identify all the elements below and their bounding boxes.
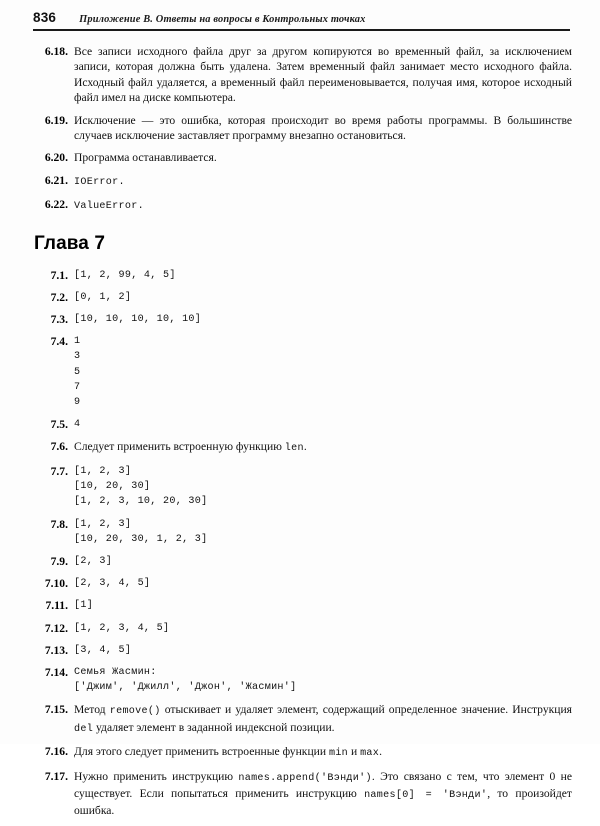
answer-item [0, 439, 600, 456]
answer-text: . [303, 440, 307, 454]
code-line: 7 [74, 381, 81, 393]
answer-text: удаляет элемент в заданной индексной позиции. [93, 720, 335, 734]
inline-code: del [74, 723, 94, 735]
code-line: [1, 2, 3, 4, 5] [74, 622, 170, 634]
code-line: 3 [74, 351, 81, 363]
code-line: ['Джим', 'Джилл', 'Джон', 'Жасмин'] [74, 682, 297, 694]
inline-code: ValueError. [74, 201, 144, 213]
answer-text: . [379, 745, 383, 759]
answers-list-chapter-7 [0, 268, 600, 819]
code-line: 9 [74, 397, 81, 409]
answer-number: 7.2. [50, 290, 68, 304]
answer-body: Исключение — это ошибка, которая происходит во время работы программы. В большинстве случаев исключение заставляет программу внезапно остановиться. [74, 113, 572, 143]
answer-item [0, 576, 600, 591]
answer-body [74, 268, 600, 283]
inline-code: names[0] = 'Вэнди' [364, 789, 488, 801]
answer-body [74, 769, 600, 819]
running-head [33, 10, 570, 25]
answer-item [0, 464, 600, 510]
answer-number: 7.12. [44, 621, 68, 635]
answer-text: Следует применить встроенную функцию [74, 440, 285, 454]
answer-item [0, 150, 600, 165]
code-line: [2, 3] [74, 555, 113, 567]
answer-item [0, 702, 600, 737]
answer-body [74, 702, 600, 737]
answer-item [0, 621, 600, 636]
answer-number: 7.17. [44, 769, 68, 783]
code-line: Семья Жасмин: [74, 666, 157, 678]
answer-body: Все записи исходного файла друг за другом копируются во временный файл, за исключением записи, которая должна быть удалена. Затем временный файл занимает место исходного файла. Исходный файл удаляется, а временный файл переименовывается, получая имя, которое исходный файл имел на диске компьютера. [74, 45, 572, 105]
answer-number: 7.3. [50, 313, 68, 327]
inline-code: len [284, 443, 304, 455]
answer-item [0, 334, 600, 410]
code-line: 1 [74, 336, 81, 348]
answer-item [0, 173, 600, 190]
answer-item [0, 665, 600, 695]
answer-text: Для этого следует применить встроенные функции [74, 745, 329, 759]
page-number: 836 [33, 10, 57, 25]
answer-item [0, 643, 600, 658]
answer-text: отыскивает и удаляет элемент, содержащий определенное значение. Инструкция [160, 703, 573, 717]
answer-number: 6.18. [44, 45, 68, 58]
answer-number: 7.6. [50, 440, 68, 454]
code-line: [10, 20, 30] [74, 481, 151, 493]
answer-number: 7.13. [44, 643, 68, 657]
answer-item [0, 417, 600, 432]
answer-number: 7.14. [44, 665, 68, 679]
answer-body [74, 621, 600, 636]
code-line: [3, 4, 5] [74, 644, 132, 656]
answer-text: Нужно применить инструкцию [74, 769, 239, 783]
inline-code: remove() [109, 706, 161, 718]
running-head-title: Приложение B. Ответы на вопросы в Контрольных точках [79, 14, 366, 25]
code-line: [1, 2, 3] [74, 465, 132, 477]
answer-body [74, 439, 600, 456]
answer-body [74, 554, 600, 569]
code-line: [0, 1, 2] [74, 291, 132, 303]
answer-body [74, 312, 600, 327]
answer-body [74, 598, 600, 613]
answer-body [74, 417, 600, 432]
answer-body [74, 334, 600, 410]
answer-body [74, 665, 600, 695]
answer-number: 6.22. [44, 198, 68, 212]
answer-body [74, 576, 600, 591]
answer-text: Метод [74, 703, 110, 717]
inline-code: min [328, 748, 349, 760]
answer-item [0, 113, 600, 144]
answer-number: 6.21. [44, 173, 68, 187]
answer-body [74, 464, 600, 510]
answers-list-chapter-6 [0, 44, 600, 215]
answer-number: 6.19. [44, 113, 68, 127]
answer-number: 7.1. [50, 268, 68, 282]
header-rule [33, 29, 570, 31]
code-line: [1, 2, 3] [74, 518, 132, 530]
answer-number: 7.10. [44, 577, 68, 591]
answer-item [0, 44, 600, 106]
inline-code: max [360, 748, 380, 760]
answer-item [0, 197, 600, 214]
answer-body [74, 517, 600, 547]
code-line: [1] [74, 600, 94, 612]
code-line: 5 [74, 366, 81, 378]
answer-item [0, 744, 600, 761]
inline-code: names.append('Вэнди') [238, 772, 372, 784]
code-line: [2, 3, 4, 5] [74, 578, 151, 590]
answer-text: и [348, 745, 361, 759]
answer-text: , то произойдет ошибка. [74, 786, 572, 818]
answer-number: 7.5. [50, 418, 68, 432]
answer-text: . Это связано с тем, что элемент 0 не существует. Если попытаться применить инструкцию [74, 769, 572, 800]
answer-body [74, 197, 600, 214]
answer-body [74, 744, 600, 761]
code-line: [1, 2, 99, 4, 5] [74, 269, 176, 281]
answer-number: 7.7. [50, 464, 68, 478]
answer-number: 7.15. [44, 703, 68, 717]
inline-code: IOError. [74, 176, 125, 188]
answer-body [74, 290, 600, 305]
code-line: [10, 10, 10, 10, 10] [74, 314, 202, 326]
answer-item [0, 598, 600, 613]
answer-item [0, 268, 600, 283]
answer-number: 7.16. [44, 745, 68, 759]
answer-number: 7.4. [50, 335, 68, 349]
answer-item [0, 312, 600, 327]
code-line: [1, 2, 3, 10, 20, 30] [74, 496, 208, 508]
answer-number: 6.20. [44, 151, 68, 165]
code-line: [10, 20, 30, 1, 2, 3] [74, 533, 208, 545]
answer-body [74, 643, 600, 658]
answer-item [0, 290, 600, 305]
answer-item [0, 517, 600, 547]
answer-body [74, 173, 600, 190]
answer-body: Программа останавливается. [74, 151, 217, 165]
chapter-heading: Глава 7 [34, 232, 106, 254]
answer-item [0, 769, 600, 819]
answer-number: 7.9. [50, 554, 68, 568]
answer-item [0, 554, 600, 569]
answer-number: 7.8. [50, 517, 68, 531]
page-content [0, 44, 600, 826]
answer-number: 7.11. [45, 599, 68, 613]
code-line: 4 [74, 419, 81, 431]
